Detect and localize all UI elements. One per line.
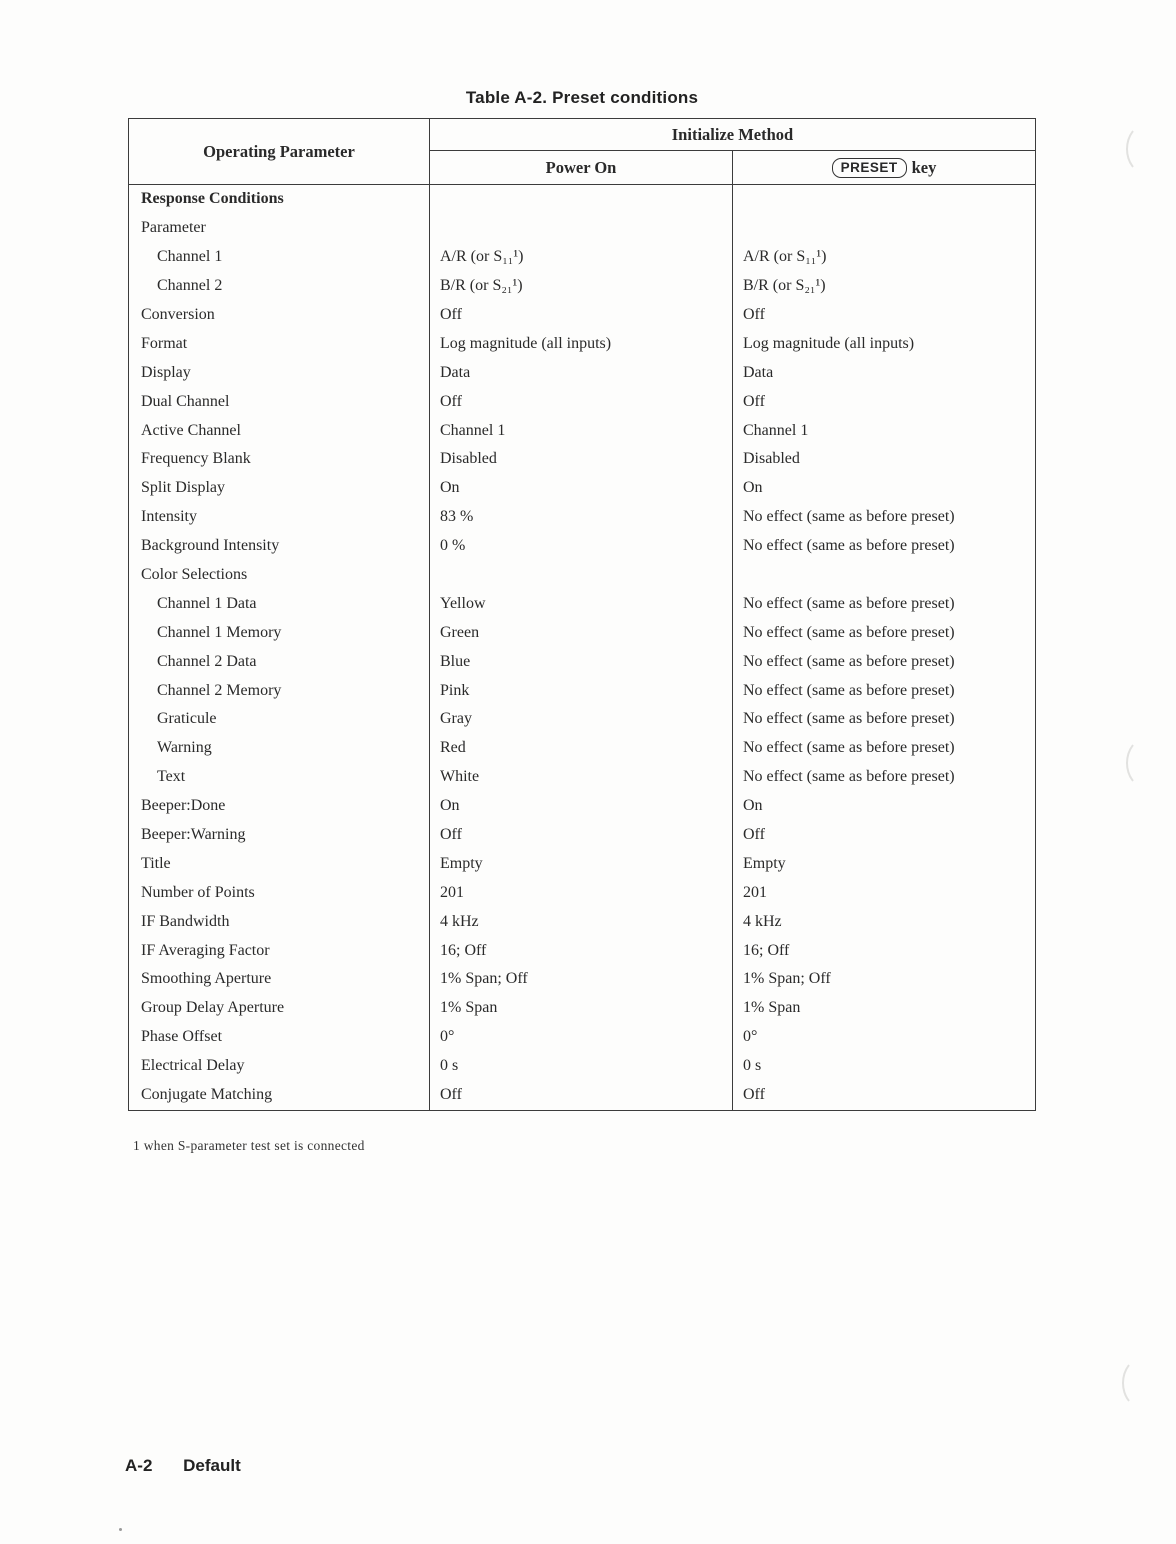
cell-power-on: Blue (429, 647, 732, 676)
cell-preset: Off (732, 821, 1035, 850)
table-row (129, 849, 1035, 878)
table-row (129, 878, 1035, 907)
cell-power-on: Red (429, 734, 732, 763)
cell-power-on: A/R (or S₁₁¹) (429, 243, 732, 272)
cell-power-on: 1% Span; Off (429, 965, 732, 994)
row-label: Smoothing Aperture (141, 970, 272, 988)
cell-preset: Disabled (732, 445, 1035, 474)
row-label: Frequency Blank (141, 450, 251, 468)
table-row (129, 358, 1035, 387)
cell-power-on: Off (429, 1081, 732, 1110)
row-label: IF Averaging Factor (141, 941, 270, 959)
cell-power-on: 0 % (429, 532, 732, 561)
table-row (129, 647, 1035, 676)
table-caption: Table A-2. Preset conditions (465, 88, 699, 107)
row-label: Group Delay Aperture (141, 999, 285, 1017)
page-number: A-2 (125, 1456, 153, 1475)
row-label: Channel 2 Memory (157, 681, 282, 699)
cell-power-on: On (429, 792, 732, 821)
cell-preset: Off (732, 1081, 1035, 1110)
cell-power-on: Off (429, 821, 732, 850)
table-header (129, 119, 1035, 185)
cell-preset: 4 kHz (732, 907, 1035, 936)
cell-power-on: Off (429, 301, 732, 330)
cell-power-on: Data (429, 358, 732, 387)
cell-preset: No effect (same as before preset) (732, 503, 1035, 532)
table-row (129, 561, 1035, 590)
cell-preset: A/R (or S₁₁¹) (732, 243, 1035, 272)
table-row (129, 503, 1035, 532)
table-row (129, 1023, 1035, 1052)
row-label: Split Display (141, 479, 226, 497)
cell-power-on: On (429, 474, 732, 503)
cell-power-on: 0° (429, 1023, 732, 1052)
preset-key-suffix: key (911, 157, 937, 177)
cell-power-on: Yellow (429, 589, 732, 618)
cell-preset: On (732, 792, 1035, 821)
cell-preset: Channel 1 (732, 416, 1035, 445)
table-row (129, 474, 1035, 503)
cell-preset (732, 214, 1035, 243)
cell-preset: No effect (same as before preset) (732, 647, 1035, 676)
cell-power-on: Log magnitude (all inputs) (429, 329, 732, 358)
row-label: Title (141, 854, 171, 872)
scan-artifact (1126, 738, 1164, 788)
table-row (129, 416, 1035, 445)
table-row (129, 329, 1035, 358)
row-label: Channel 2 Data (157, 652, 257, 670)
row-label: Intensity (141, 508, 197, 526)
cell-power-on: 1% Span (429, 994, 732, 1023)
table-row (129, 301, 1035, 330)
cell-preset (732, 561, 1035, 590)
preset-keycap: PRESET (832, 158, 907, 178)
cell-preset: Data (732, 358, 1035, 387)
row-label: Channel 1 Memory (157, 623, 282, 641)
table-row (129, 243, 1035, 272)
row-label: Conversion (141, 306, 215, 323)
cell-power-on (429, 561, 732, 590)
table-row (129, 792, 1035, 821)
cell-preset: No effect (same as before preset) (732, 589, 1035, 618)
table-row (129, 214, 1035, 243)
cell-power-on: White (429, 763, 732, 792)
row-label: Warning (157, 739, 212, 757)
cell-power-on: B/R (or S₂₁¹) (429, 272, 732, 301)
row-label: Graticule (157, 710, 217, 728)
row-label: Response Conditions (141, 190, 284, 208)
cell-preset: 1% Span (732, 994, 1035, 1023)
row-label: Parameter (141, 219, 206, 237)
table-row (129, 272, 1035, 301)
table-body (129, 185, 1035, 1110)
table-row (129, 821, 1035, 850)
row-label: Display (141, 363, 191, 381)
cell-preset: 16; Off (732, 936, 1035, 965)
initialize-method-group (429, 119, 1035, 184)
scan-speck (119, 1528, 122, 1531)
row-label: Phase Offset (141, 1028, 223, 1046)
cell-power-on: 16; Off (429, 936, 732, 965)
table-row (129, 676, 1035, 705)
table-row (129, 1081, 1035, 1110)
page-content (128, 88, 1036, 1111)
cell-preset: Off (732, 387, 1035, 416)
cell-power-on: Pink (429, 676, 732, 705)
table-row (129, 965, 1035, 994)
cell-preset: No effect (same as before preset) (732, 763, 1035, 792)
table-row (129, 618, 1035, 647)
col-header-power-on: Power On (545, 157, 617, 177)
row-label: IF Bandwidth (141, 912, 230, 930)
sub-header-row (430, 151, 1035, 184)
table-footnote: 1 when S-parameter test set is connected (133, 1138, 365, 1153)
table-row (129, 907, 1035, 936)
cell-power-on: Green (429, 618, 732, 647)
cell-preset: Empty (732, 849, 1035, 878)
footer-section-label: Default (183, 1456, 241, 1475)
cell-preset: No effect (same as before preset) (732, 618, 1035, 647)
table-row (129, 387, 1035, 416)
cell-power-on: 83 % (429, 503, 732, 532)
preset-conditions-table (128, 118, 1036, 1111)
cell-power-on: Empty (429, 849, 732, 878)
table-row (129, 994, 1035, 1023)
cell-preset: 0° (732, 1023, 1035, 1052)
cell-preset: On (732, 474, 1035, 503)
row-label: Text (157, 768, 186, 786)
cell-power-on: Channel 1 (429, 416, 732, 445)
cell-power-on: 201 (429, 878, 732, 907)
cell-preset: No effect (same as before preset) (732, 676, 1035, 705)
col-header-operating-parameter: Operating Parameter (203, 141, 355, 161)
cell-preset: No effect (same as before preset) (732, 705, 1035, 734)
row-label: Dual Channel (141, 392, 230, 410)
cell-preset: 201 (732, 878, 1035, 907)
cell-power-on: Off (429, 387, 732, 416)
table-row (129, 763, 1035, 792)
col-header-preset-key (732, 151, 1035, 184)
cell-preset (732, 185, 1035, 214)
table-row (129, 185, 1035, 214)
cell-preset: Log magnitude (all inputs) (732, 329, 1035, 358)
scan-artifact (1126, 124, 1164, 174)
scan-artifact (1122, 1358, 1160, 1408)
cell-power-on: 4 kHz (429, 907, 732, 936)
row-label: Channel 2 (157, 277, 223, 295)
col-group-header-initialize-method: Initialize Method (430, 119, 1035, 151)
row-label: Channel 1 (157, 248, 223, 266)
table-row (129, 734, 1035, 763)
row-label: Channel 1 Data (157, 594, 257, 612)
cell-power-on (429, 185, 732, 214)
page-footer (125, 1456, 241, 1476)
cell-preset: No effect (same as before preset) (732, 734, 1035, 763)
row-label: Color Selections (141, 566, 248, 584)
table-row (129, 532, 1035, 561)
row-label: Electrical Delay (141, 1057, 245, 1075)
row-label: Conjugate Matching (141, 1086, 273, 1104)
cell-preset: No effect (same as before preset) (732, 532, 1035, 561)
table-row (129, 445, 1035, 474)
table-row (129, 936, 1035, 965)
row-label: Format (141, 334, 188, 352)
cell-preset: B/R (or S₂₁¹) (732, 272, 1035, 301)
cell-power-on (429, 214, 732, 243)
row-label: Beeper:Done (141, 797, 226, 815)
row-label: Active Channel (141, 421, 241, 439)
row-label: Number of Points (141, 883, 255, 901)
row-label: Beeper:Warning (141, 826, 246, 844)
cell-power-on: Gray (429, 705, 732, 734)
cell-power-on: Disabled (429, 445, 732, 474)
cell-preset: Off (732, 301, 1035, 330)
cell-power-on: 0 s (429, 1052, 732, 1081)
row-label: Background Intensity (141, 537, 280, 555)
cell-preset: 0 s (732, 1052, 1035, 1081)
table-row (129, 589, 1035, 618)
cell-preset: 1% Span; Off (732, 965, 1035, 994)
table-row (129, 705, 1035, 734)
table-row (129, 1052, 1035, 1081)
